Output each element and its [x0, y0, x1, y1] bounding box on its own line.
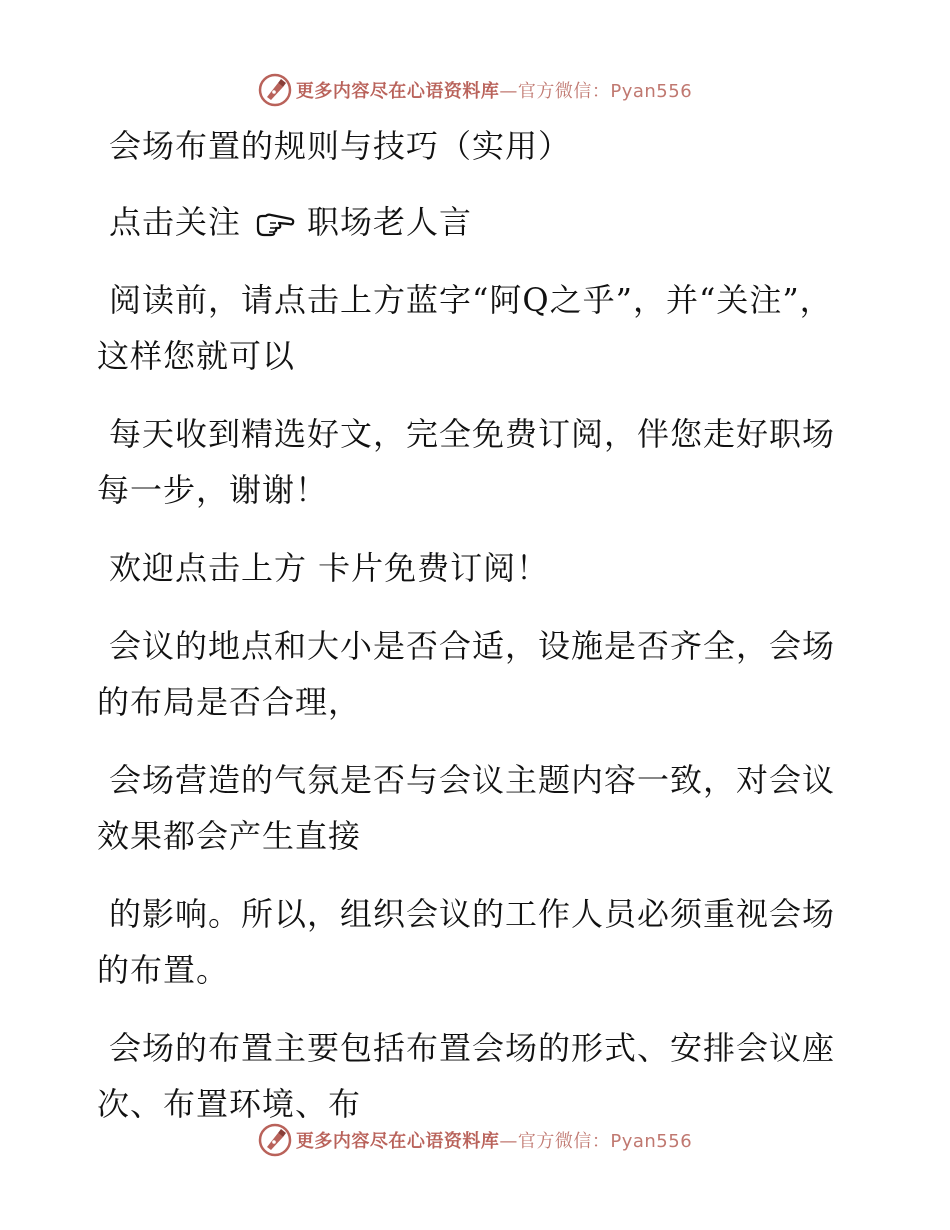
banner-text [296, 77, 692, 103]
follow-prefix: 点击关注 [109, 203, 242, 241]
pointing-hand-icon [255, 211, 295, 239]
banner-wechat-label: 官方微信： [517, 81, 611, 102]
banner-wechat-label: 官方微信： [517, 1131, 611, 1152]
follow-suffix: 职场老人言 [307, 203, 473, 241]
pen-nib-logo-icon [258, 1123, 292, 1157]
paragraph: 会议的地点和大小是否合适，设施是否齐全，会场的布局是否合理， [97, 627, 836, 721]
paragraph: 会场营造的气氛是否与会议主题内容一致，对会议效果都会产生直接 [97, 761, 836, 855]
pen-nib-logo-icon [258, 73, 292, 107]
footer-banner [0, 1120, 950, 1160]
banner-site-text: 更多内容尽在心语资料库 [295, 1131, 500, 1152]
banner-wechat-id: Pyan556 [610, 81, 693, 102]
banner-dash: — [499, 1131, 518, 1152]
document-title: 会场布置的规则与技巧（实用） [109, 127, 572, 165]
banner-site-text: 更多内容尽在心语资料库 [295, 81, 500, 102]
paragraph: 会场的布置主要包括布置会场的形式、安排会议座次、布置环境、布 [97, 1029, 836, 1123]
banner-dash: — [499, 81, 518, 102]
document-body [97, 118, 837, 1154]
paragraph: 每天收到精选好文，完全免费订阅，伴您走好职场每一步，谢谢！ [97, 415, 836, 509]
header-banner [0, 70, 950, 110]
banner-wechat-id: Pyan556 [610, 1131, 693, 1152]
follow-line [97, 194, 837, 250]
paragraph: 的影响。所以，组织会议的工作人员必须重视会场的布置。 [97, 895, 836, 989]
banner-text [296, 1127, 692, 1153]
paragraph: 欢迎点击上方 卡片免费订阅！ [109, 549, 550, 587]
paragraph: 阅读前，请点击上方蓝字“阿Q之乎”，并“关注”，这样您就可以 [97, 281, 833, 375]
